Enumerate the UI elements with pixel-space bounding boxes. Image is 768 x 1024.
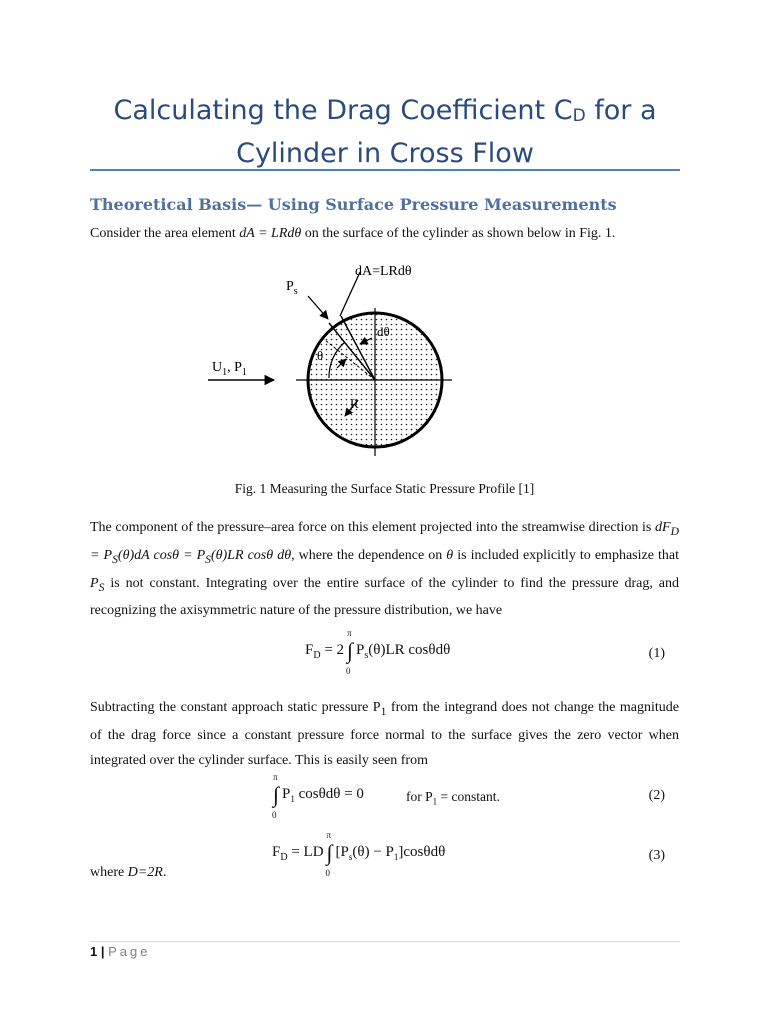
title-line1-end: for a (585, 95, 657, 126)
equation-1: $F_D = 2$ ∫ π 0 $P_s(\theta)LR$ cosθdθ (305, 628, 451, 676)
equation-2-number: (2) (648, 788, 665, 803)
label-flow: $U_1$, $P_1$ (212, 360, 247, 378)
page-number: 1 (90, 944, 98, 959)
equation-2-condition: for $P_1$ = constant. (406, 789, 500, 807)
section-heading: Theoretical Basis— Using Surface Pressure Measurements (90, 195, 617, 214)
paragraph-1: The component of the pressure–area force on this element projected into the streamwise direction is $dF_D = P_S(\theta)dA$ $\cos\theta = P_S(\theta)LR$ cosθ dθ, where the dependence on θ is included explicitly to emphasize that $P_S$ is not constant. Integrating over the entire surface of the cylinder to find the pressure drag, and recognizing the axisymmetric nature of the pressure distribution, we have (90, 520, 679, 619)
label-da: dA=LRdθ (355, 264, 412, 279)
equation-1-number: (1) (648, 646, 665, 661)
footer-divider (90, 941, 680, 942)
equation-3: $F_D$ = LD ∫ π 0 $[P_s(\theta) - P_1]\cos\theta d\theta$ (272, 830, 446, 878)
label-r: R (350, 396, 359, 411)
intro-paragraph: Consider the area element dA = LRdθ on the surface of the cylinder as shown below in Fig. 1. (90, 226, 616, 241)
ps-arrow (308, 296, 328, 319)
paragraph-2: Subtracting the constant approach static pressure $P_1$ from the integrand does not change the magnitude of the drag force since a constant pressure force normal to the surface gives the zero vector when integrated over the cylinder surface. This is easily seen from (90, 700, 679, 768)
title-subscript: D (572, 106, 586, 126)
title-line1: Calculating the Drag Coefficient C (113, 95, 573, 126)
math-da: dA = LRdθ (239, 226, 302, 241)
label-theta: θ (317, 348, 324, 363)
label-dtheta: dθ (377, 324, 390, 339)
where-line: where D=2R. (90, 865, 167, 880)
page-footer: 1 | Page (90, 944, 151, 959)
title-line2: Cylinder in Cross Flow (236, 138, 534, 169)
equation-2: ∫ π 0 $P_1$ cosθdθ = 0 (272, 772, 364, 820)
title-divider (90, 169, 680, 171)
page-label: Page (108, 944, 151, 959)
label-ps: $P_s$ (286, 279, 298, 297)
equation-3-number: (3) (648, 848, 665, 863)
page-title (90, 92, 680, 173)
figure-caption: Fig. 1 Measuring the Surface Static Pressure Profile [1] (234, 481, 535, 496)
cylinder-figure (200, 258, 470, 458)
